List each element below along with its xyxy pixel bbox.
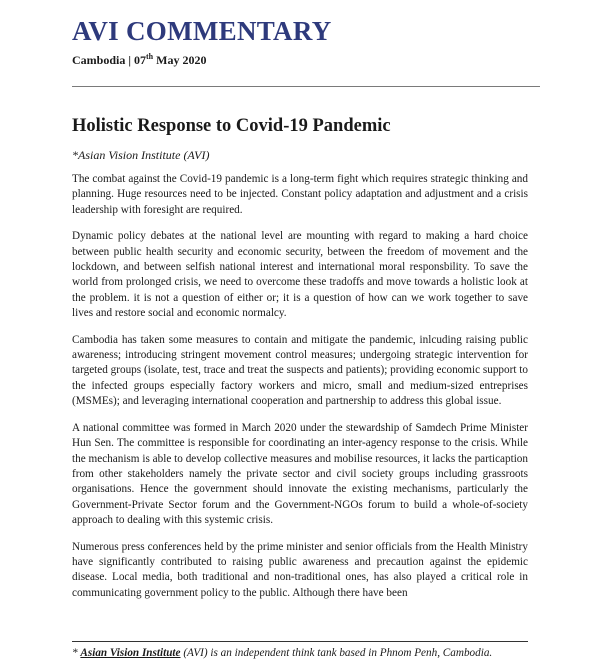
dateline [72,52,206,68]
header-divider [72,86,540,87]
dateline-separator: | [125,53,134,67]
article-body [72,172,528,612]
article-byline: *Asian Vision Institute (AVI) [72,148,210,162]
paragraph: Dynamic policy debates at the national level are mounting with regard to making a hard choice between public health security and economic security, between the freedom of movement and the lockdown, and between selfish national interest and international moral responsbility. To save the world from prolonged crisis, we need to overcome these tradoffs and move towards a holistic look at the problem. it is not a question of either or; it is a question of how can we work together to save lives and restore social and economic normalcy. [72,230,528,320]
footnote-divider [72,641,528,642]
paragraph: The combat against the Covid-19 pandemic is a long-term fight which requires strategic thinking and planning. Huge resources need to be injected. Constant policy adaptation and adjustment and a crisis leadership with foresight are required. [72,173,528,216]
paragraph: Cambodia has taken some measures to contain and mitigate the pandemic, inlcuding raising public awareness; introducing stringent movement control measures; undergoing strategic intervention for targeted groups (isolate, test, trace and treat the suspects and patients); providing economic support to the infected groups especially factory workers and micro, small and medium-sized entreprises (MSMEs); and leveraging international cooperation and partnership to address this global issue. [72,333,528,408]
date-suffix: th [146,52,154,61]
paragraph: Numerous press conferences held by the prime minister and senior officials from the Health Ministry have significantly contributed to raising public awareness and precaution against the epidemic disease. Local media, both traditional and non-traditional ones, has also played a critical role in communicating government policy to the public. Although there have been [72,540,528,599]
date-month-year: May 2020 [153,53,207,67]
footnote [72,646,542,661]
country: Cambodia [72,53,126,67]
date-day: 07 [134,53,146,67]
article-title: Holistic Response to Covid-19 Pandemic [72,116,391,136]
footnote-marker: * [72,647,81,659]
footnote-text: (AVI) is an independent think tank based in Phnom Penh, Cambodia. [180,647,493,659]
footnote-org-name: Asian Vision Institute [80,647,181,659]
paragraph: A national committee was formed in March 2020 under the stewardship of Samdech Prime Minister Hun Sen. The committee is responsible for coordinating an inter-agency response to the crisis. While the mechanism is able to develop collective measures and mobilise resources, it lacks the particaption from other stakeholders namely the private sector and civil society groups including grassroots organisations. Hence the government should innovate the existing mechanisms, particularly the Government-Private Sector forum and the Government-NGOs forum to build a whole-of-society approach to dealing with this systemic crisis. [72,421,528,527]
masthead: AVI COMMENTARY [72,16,332,46]
